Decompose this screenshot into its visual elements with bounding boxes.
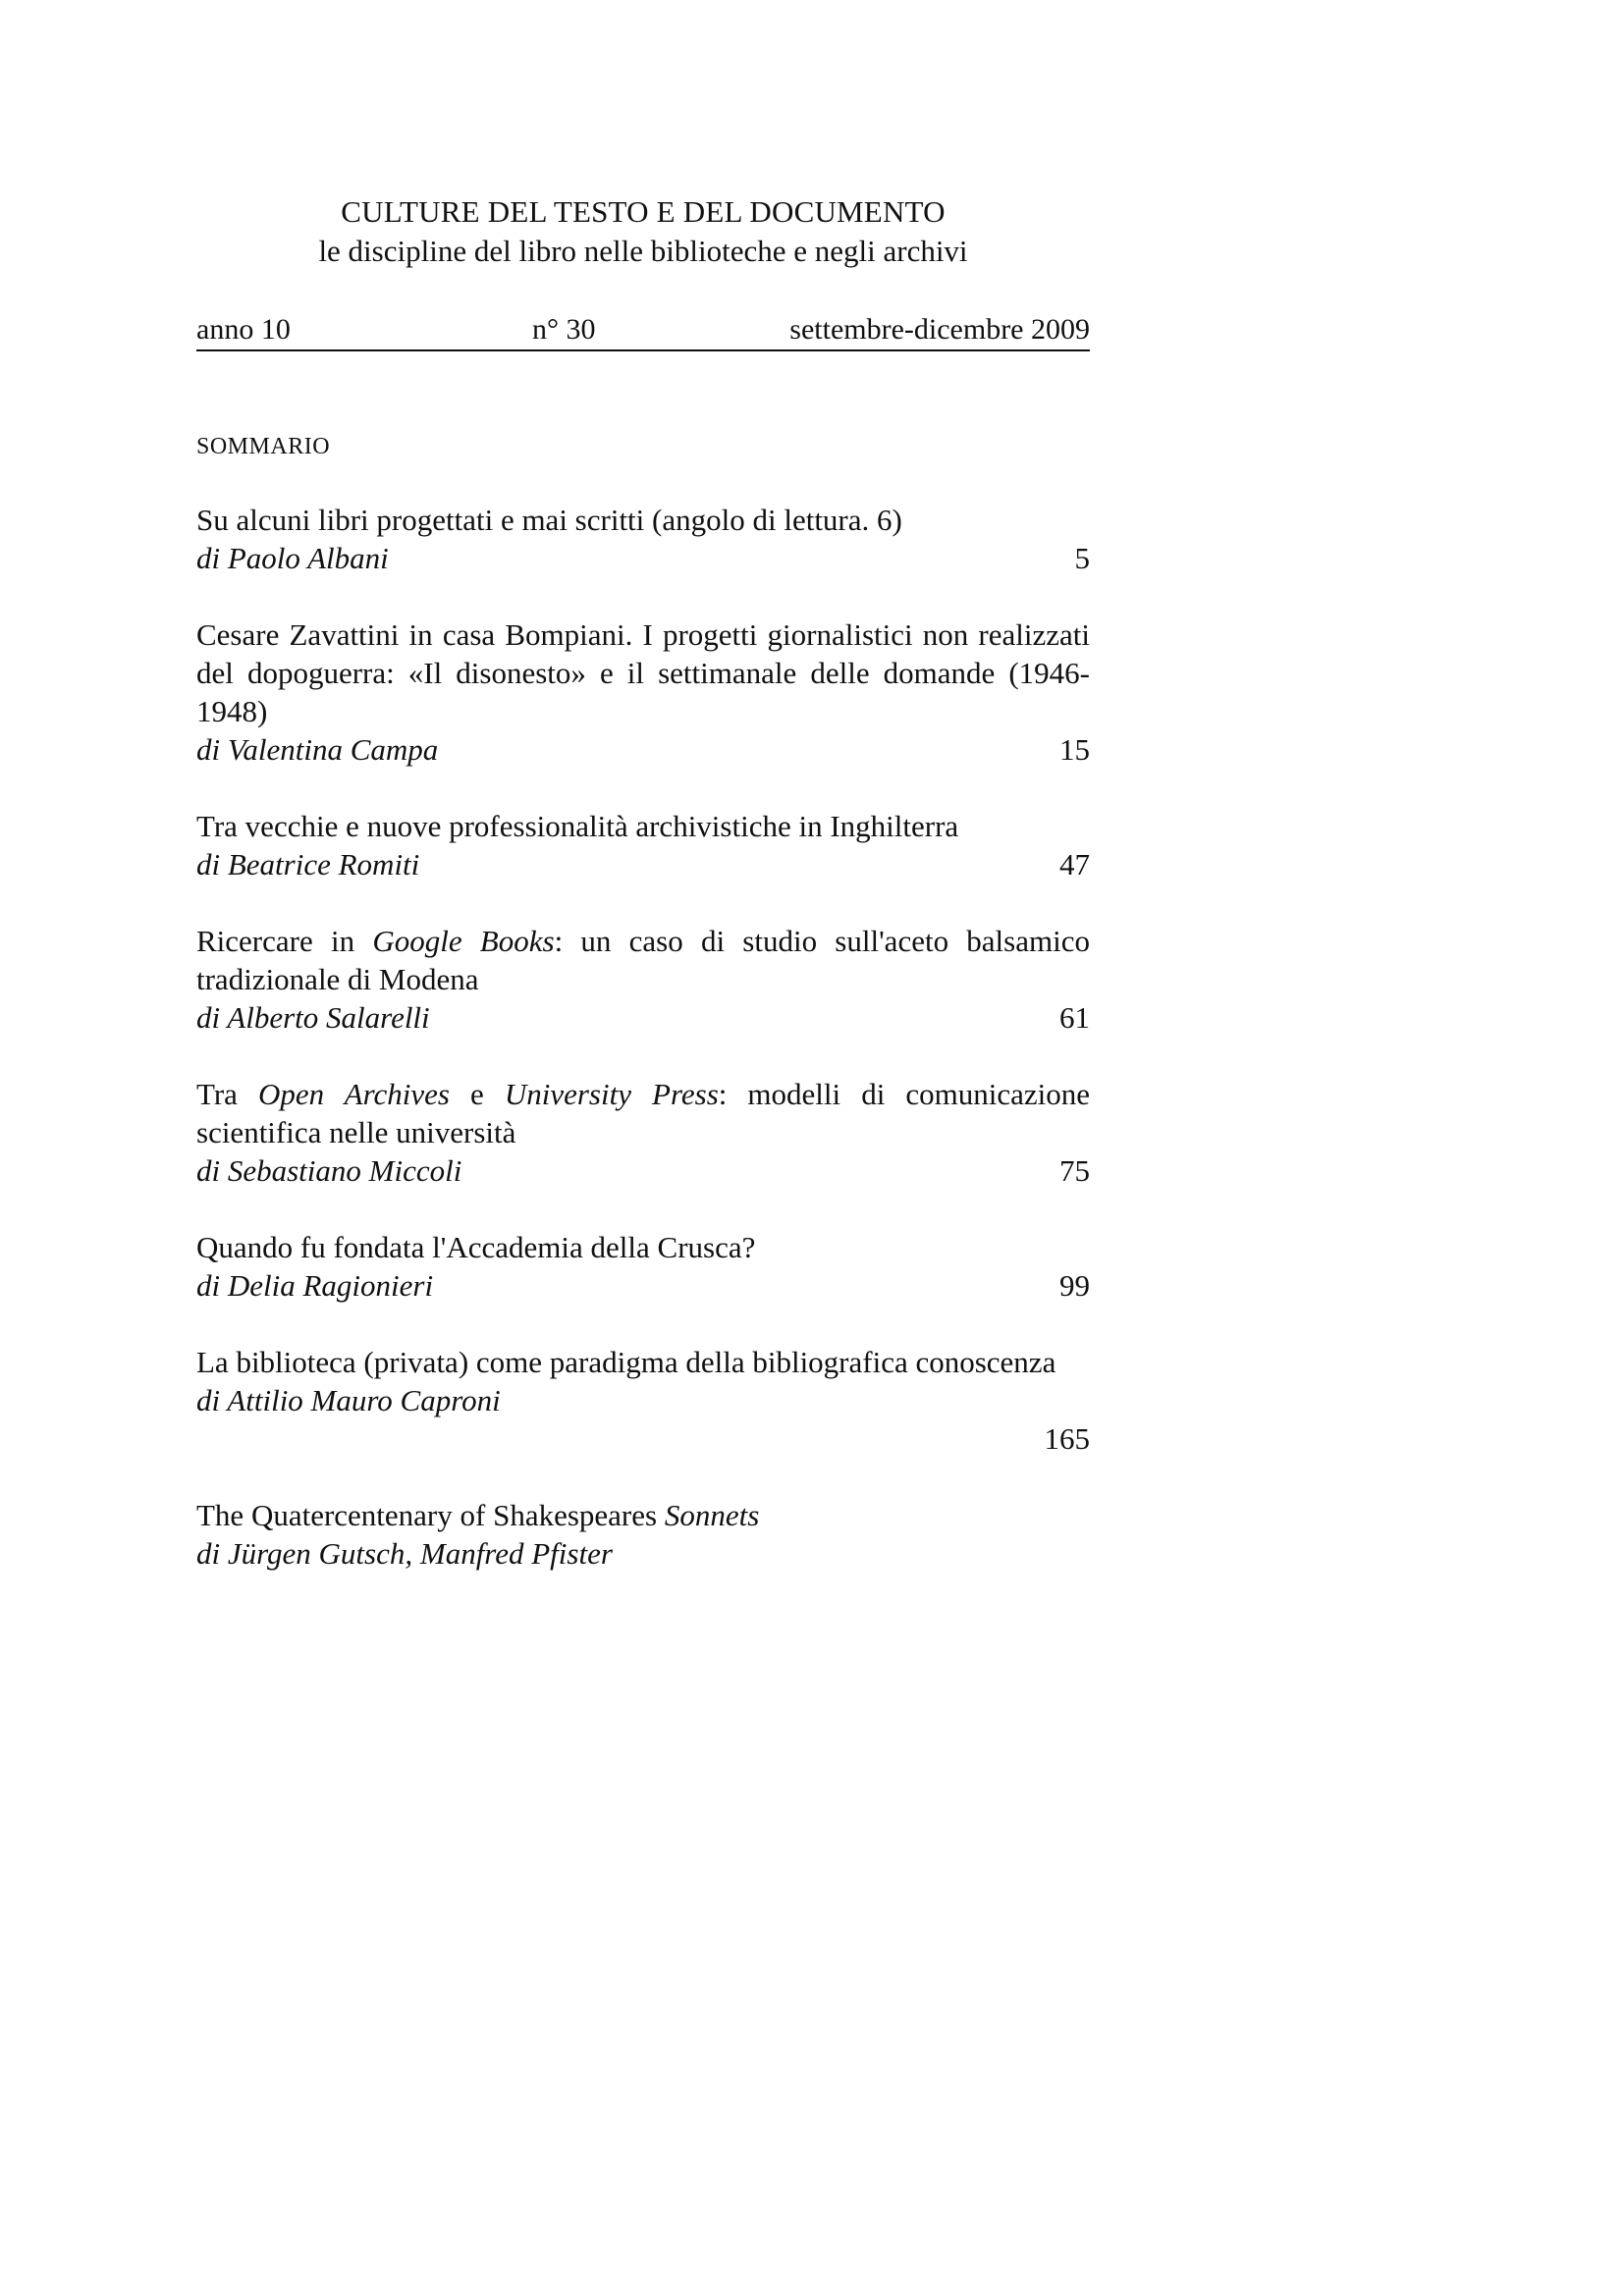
entry-title: La biblioteca (privata) come paradigma della bibliografica conoscenza <box>196 1345 1056 1379</box>
entry-author: di Delia Ragionieri <box>196 1268 434 1303</box>
entry-title-part: : modelli di comunicazione scientifica nelle università <box>196 1077 1091 1149</box>
entry-title-part: Ricercare in <box>196 924 373 958</box>
issue-period: settembre-dicembre 2009 <box>789 313 1090 346</box>
entry-title-part: e <box>449 1077 505 1111</box>
journal-header <box>196 192 1090 271</box>
entry-title <box>196 922 1090 998</box>
entry-page-number: 165 <box>1044 1421 1090 1456</box>
entry-title <box>196 1496 1090 1534</box>
entry-author: di Attilio Mauro Caproni <box>196 1383 501 1417</box>
issue-year: anno 10 <box>196 313 291 346</box>
entry-title <box>196 1075 1090 1151</box>
entry-author: di Sebastiano Miccoli <box>196 1153 462 1188</box>
entry-author: di Paolo Albani <box>196 541 389 575</box>
entry-title: Tra vecchie e nuove professionalità archivistiche in Inghilterra <box>196 809 959 843</box>
entry-author: di Beatrice Romiti <box>196 847 420 881</box>
entry-page-number: 99 <box>1059 1268 1090 1303</box>
entry-title-italic: Sonnets <box>664 1498 760 1532</box>
entry-page-number: 5 <box>1074 541 1090 575</box>
toc-entry <box>196 1075 1090 1190</box>
entry-page-number: 15 <box>1059 732 1090 767</box>
toc-entry <box>196 1496 1090 1573</box>
entry-page-number: 61 <box>1059 1000 1090 1035</box>
table-of-contents <box>196 501 1090 1573</box>
journal-subtitle: le discipline del libro nelle biblioteche e negli archivi <box>318 234 968 268</box>
entry-title: Quando fu fondata l'Accademia della Crusca? <box>196 1230 756 1264</box>
entry-author: di Alberto Salarelli <box>196 1000 430 1035</box>
entry-title: Su alcuni libri progettati e mai scritti (angolo di lettura. 6) <box>196 503 902 537</box>
toc-entry <box>196 1228 1090 1305</box>
entry-title-italic: University Press <box>504 1077 719 1111</box>
toc-entry <box>196 615 1090 769</box>
toc-entry <box>196 807 1090 883</box>
section-label: SOMMARIO <box>196 434 331 459</box>
issue-info-line <box>196 310 1090 351</box>
entry-title: Cesare Zavattini in casa Bompiani. I progetti giornalistici non realizzati del dopoguerra: «Il disonesto» e il settimanale delle domande (1946-1948) <box>196 617 1090 728</box>
entry-page-number: 75 <box>1059 1153 1090 1188</box>
toc-entry <box>196 1343 1090 1458</box>
issue-number: n° 30 <box>532 313 596 346</box>
entry-title-part: Tra <box>196 1077 258 1111</box>
toc-entry <box>196 501 1090 577</box>
entry-title-part: The Quatercentenary of Shakespeares <box>196 1498 665 1532</box>
entry-page-number: 47 <box>1059 847 1090 881</box>
toc-entry <box>196 922 1090 1037</box>
entry-author: di Jürgen Gutsch, Manfred Pfister <box>196 1536 613 1571</box>
entry-title-italic: Google Books <box>372 924 555 958</box>
entry-title-part: : un caso di studio sull'aceto balsamico tradizionale di Modena <box>196 924 1090 996</box>
journal-title: CULTURE DEL TESTO E DEL DOCUMENTO <box>341 194 946 229</box>
entry-author: di Valentina Campa <box>196 732 439 767</box>
entry-title-italic: Open Archives <box>258 1077 450 1111</box>
